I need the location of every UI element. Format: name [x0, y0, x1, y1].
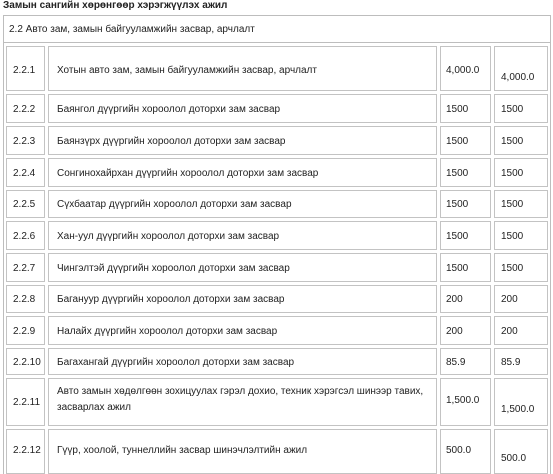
row-description: Чингэлтэй дүүргийн хороолол доторхи зам засвар: [57, 263, 290, 274]
row-value-2-cell: [494, 316, 548, 345]
section-label: 2.2 Авто зам, замын байгууламжийн засвар, арчлалт: [9, 24, 255, 35]
row-value-1: 1500: [446, 263, 469, 274]
row-value-2-cell: [494, 429, 548, 474]
row-value-1: 200: [446, 294, 463, 305]
row-value-1-cell: [440, 348, 491, 375]
row-description-cell: [48, 221, 437, 250]
row-value-2-cell: [494, 190, 548, 218]
row-description: Баянгол дүүргийн хороолол доторхи зам засвар: [57, 104, 281, 115]
row-number-cell: [6, 378, 45, 426]
row-value-1: 1500: [446, 104, 469, 115]
row-description-cell: [48, 429, 437, 474]
table-row: [3, 426, 551, 474]
row-value-1-cell: [440, 158, 491, 187]
row-value-2-cell: [494, 285, 548, 313]
row-value-2-cell: [494, 94, 548, 123]
row-value-1: 1500: [446, 136, 469, 147]
row-value-1: 500.0: [446, 445, 472, 456]
row-number-cell: [6, 348, 45, 375]
row-description: Багануур дүүргийн хороолол доторхи зам засвар: [57, 294, 285, 305]
row-number: 2.2.4: [13, 168, 36, 179]
row-description-cell: [48, 378, 437, 426]
row-value-2: 1500: [501, 136, 524, 147]
row-number: 2.2.8: [13, 294, 36, 305]
row-value-2: 1500: [501, 104, 524, 115]
row-value-1-cell: [440, 285, 491, 313]
row-number: 2.2.9: [13, 326, 36, 337]
row-value-1-cell: [440, 429, 491, 474]
row-number: 2.2.10: [13, 357, 41, 368]
table-row: [3, 43, 551, 91]
row-value-1-cell: [440, 378, 491, 426]
row-description-cell: [48, 348, 437, 375]
row-value-2: 1500: [501, 199, 524, 210]
row-description-cell: [48, 46, 437, 91]
row-number-cell: [6, 158, 45, 187]
row-description: Хотын авто зам, замын байгууламжийн засвар, арчлалт: [57, 65, 317, 76]
row-number: 2.2.3: [13, 136, 36, 147]
row-number: 2.2.7: [13, 263, 36, 274]
row-number-cell: [6, 253, 45, 282]
row-number-cell: [6, 316, 45, 345]
row-number: 2.2.6: [13, 231, 36, 242]
table-row: [3, 313, 551, 345]
row-description-cell: [48, 190, 437, 218]
row-number-cell: [6, 429, 45, 474]
row-value-2-cell: [494, 348, 548, 375]
row-number-cell: [6, 285, 45, 313]
row-value-2-cell: [494, 378, 548, 426]
table-row: [3, 375, 551, 426]
page-title: Замын сангийн хөрөнгөөр хэрэгжүүлэх ажил: [3, 0, 228, 11]
row-value-1: 85.9: [446, 357, 466, 368]
row-value-1-cell: [440, 126, 491, 155]
row-value-1: 4,000.0: [446, 65, 480, 76]
row-number-cell: [6, 126, 45, 155]
table-row: [3, 187, 551, 218]
row-number: 2.2.11: [13, 397, 41, 408]
row-description-cell: [48, 158, 437, 187]
row-value-1: 1500: [446, 231, 469, 242]
row-description-cell: [48, 253, 437, 282]
row-description-cell: [48, 94, 437, 123]
section-header-row: [3, 15, 551, 43]
row-value-2: 500.0: [501, 453, 527, 464]
row-number-cell: [6, 46, 45, 91]
row-description-cell: [48, 285, 437, 313]
row-description-cell: [48, 316, 437, 345]
table-row: [3, 91, 551, 123]
row-value-2: 200: [501, 294, 518, 305]
row-value-2: 1500: [501, 231, 524, 242]
row-value-2: 85.9: [501, 357, 521, 368]
row-description-cell: [48, 126, 437, 155]
row-value-1-cell: [440, 94, 491, 123]
row-number-cell: [6, 94, 45, 123]
table-row: [3, 282, 551, 313]
table-row: [3, 123, 551, 155]
row-value-2-cell: [494, 221, 548, 250]
row-value-2-cell: [494, 253, 548, 282]
row-value-2: 1500: [501, 263, 524, 274]
table-row: [3, 345, 551, 375]
row-value-1-cell: [440, 316, 491, 345]
table-row: [3, 250, 551, 282]
row-description: Хан-уул дүүргийн хороолол доторхи зам засвар: [57, 231, 280, 242]
row-description: Сонгинохайрхан дүүргийн хороолол доторхи зам засвар: [57, 168, 319, 179]
row-value-1: 1500: [446, 199, 469, 210]
row-value-1: 1500: [446, 168, 469, 179]
row-number: 2.2.5: [13, 199, 36, 210]
row-value-2-cell: [494, 46, 548, 91]
row-description: Авто замын хөдөлгөөн зохицуулах гэрэл дохио, техник хэрэгсэл шинээр тавих, засварлах ажил: [57, 386, 424, 413]
row-value-1-cell: [440, 253, 491, 282]
row-description: Баянзүрх дүүргийн хороолол доторхи зам засвар: [57, 136, 286, 147]
row-number: 2.2.12: [13, 445, 41, 456]
row-value-2-cell: [494, 126, 548, 155]
row-value-1-cell: [440, 46, 491, 91]
row-value-2: 4,000.0: [501, 72, 535, 83]
row-value-2: 1500: [501, 168, 524, 179]
table-row: [3, 155, 551, 187]
row-value-1-cell: [440, 221, 491, 250]
row-value-1: 1,500.0: [446, 395, 480, 406]
table-row: [3, 218, 551, 250]
row-number-cell: [6, 221, 45, 250]
row-description: Сүхбаатар дүүргийн хороолол доторхи зам засвар: [57, 199, 292, 210]
row-number: 2.2.2: [13, 104, 36, 115]
row-number-cell: [6, 190, 45, 218]
row-description: Багахангай дүүргийн хороолол доторхи зам засвар: [57, 357, 295, 368]
row-value-1: 200: [446, 326, 463, 337]
row-number: 2.2.1: [13, 65, 36, 76]
row-value-1-cell: [440, 190, 491, 218]
row-description: Гүүр, хоолой, туннеллийн засвар шинэчлэлтийн ажил: [57, 445, 308, 456]
row-value-2-cell: [494, 158, 548, 187]
row-description: Налайх дүүргийн хороолол доторхи зам засвар: [57, 326, 278, 337]
row-value-2: 1,500.0: [501, 404, 535, 415]
row-value-2: 200: [501, 326, 518, 337]
